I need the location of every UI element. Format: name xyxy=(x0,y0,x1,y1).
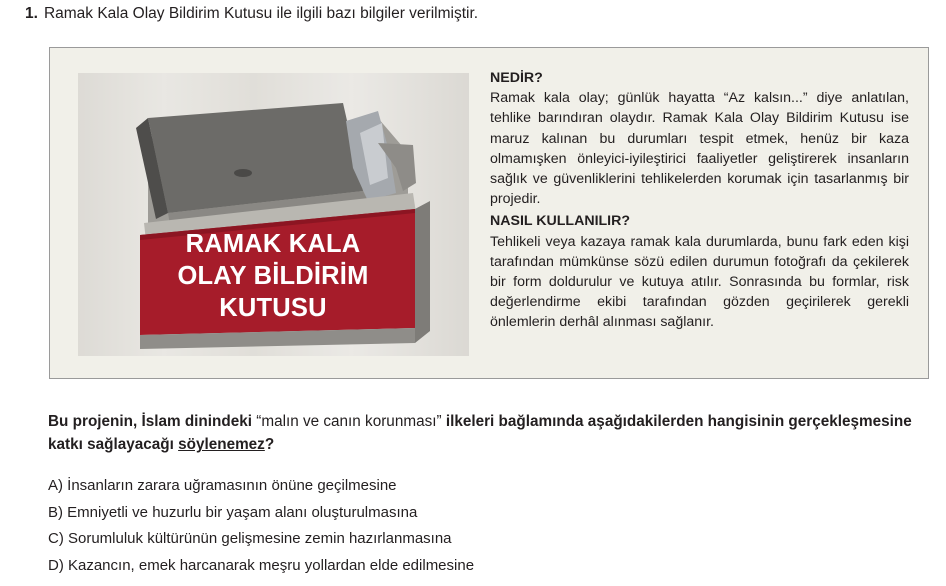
stem-end: ? xyxy=(264,436,275,453)
section-body-what: Ramak kala olay; günlük hayatta “Az kalsın...” diye anlatılan, tehlike barındıran olaydır. Ramak Kala Olay Bildirim Kutusu ise maruz kalınan bu durumları tespit etmek, henüz bir kaza olmamışken önleyici-iyileştirici faaliyetler geliştirerek insanların sağlık ve güvenliklerini tehlikelerden korumak için tasarlanmış bir projedir. xyxy=(490,90,909,208)
section-body-how: Tehlikeli veya kazaya ramak kala durumlarda, bunu fark eden kişi tarafından mümkünse sözü edilen durumun fotoğrafı da çekilerek bir form doldurulur ve kutuya atılır. Sonrasında bu formlar, risk değerlendirme ekibi tarafından gözden geçirilerek gerekli önlemlerin derhâl alınması sağlanır. xyxy=(490,233,909,331)
question-intro: Ramak Kala Olay Bildirim Kutusu ile ilgili bazı bilgiler verilmiştir. xyxy=(43,5,479,22)
sign-text xyxy=(138,228,408,324)
question-number: 1. xyxy=(25,5,38,22)
option-a[interactable]: A) İnsanların zarara uğramasının önüne geçilmesine xyxy=(48,477,397,494)
info-text xyxy=(490,68,909,333)
notification-box-photo xyxy=(78,73,469,356)
option-c[interactable]: C) Sorumluluk kültürünün gelişmesine zemin hazırlanmasına xyxy=(48,530,452,547)
sign-line: RAMAK KALA xyxy=(185,230,361,258)
option-b[interactable]: B) Emniyetli ve huzurlu bir yaşam alanı oluşturulmasına xyxy=(48,503,418,521)
answer-options xyxy=(48,473,474,579)
question-stem xyxy=(48,410,938,456)
info-box xyxy=(49,47,929,379)
stem-part2: ilkeleri bağlamında aşağıdakilerden hangisinin gerçekleşmesine katkı sağlayacağı xyxy=(48,413,912,453)
section-title-how: NASIL KULLANILIR? xyxy=(490,213,631,230)
stem-quote: “malın ve canın korunması” xyxy=(256,413,442,430)
stem-part1: Bu projenin, İslam dinindeki xyxy=(48,413,257,430)
question-header xyxy=(25,5,478,23)
sign-line: OLAY BİLDİRİM xyxy=(177,262,369,290)
option-d[interactable]: D) Kazancın, emek harcanarak meşru yollardan elde edilmesine xyxy=(48,556,475,574)
section-title-what: NEDİR? xyxy=(490,70,543,86)
stem-underlined: söylenemez xyxy=(178,436,265,453)
sign-line: KUTUSU xyxy=(219,294,327,322)
